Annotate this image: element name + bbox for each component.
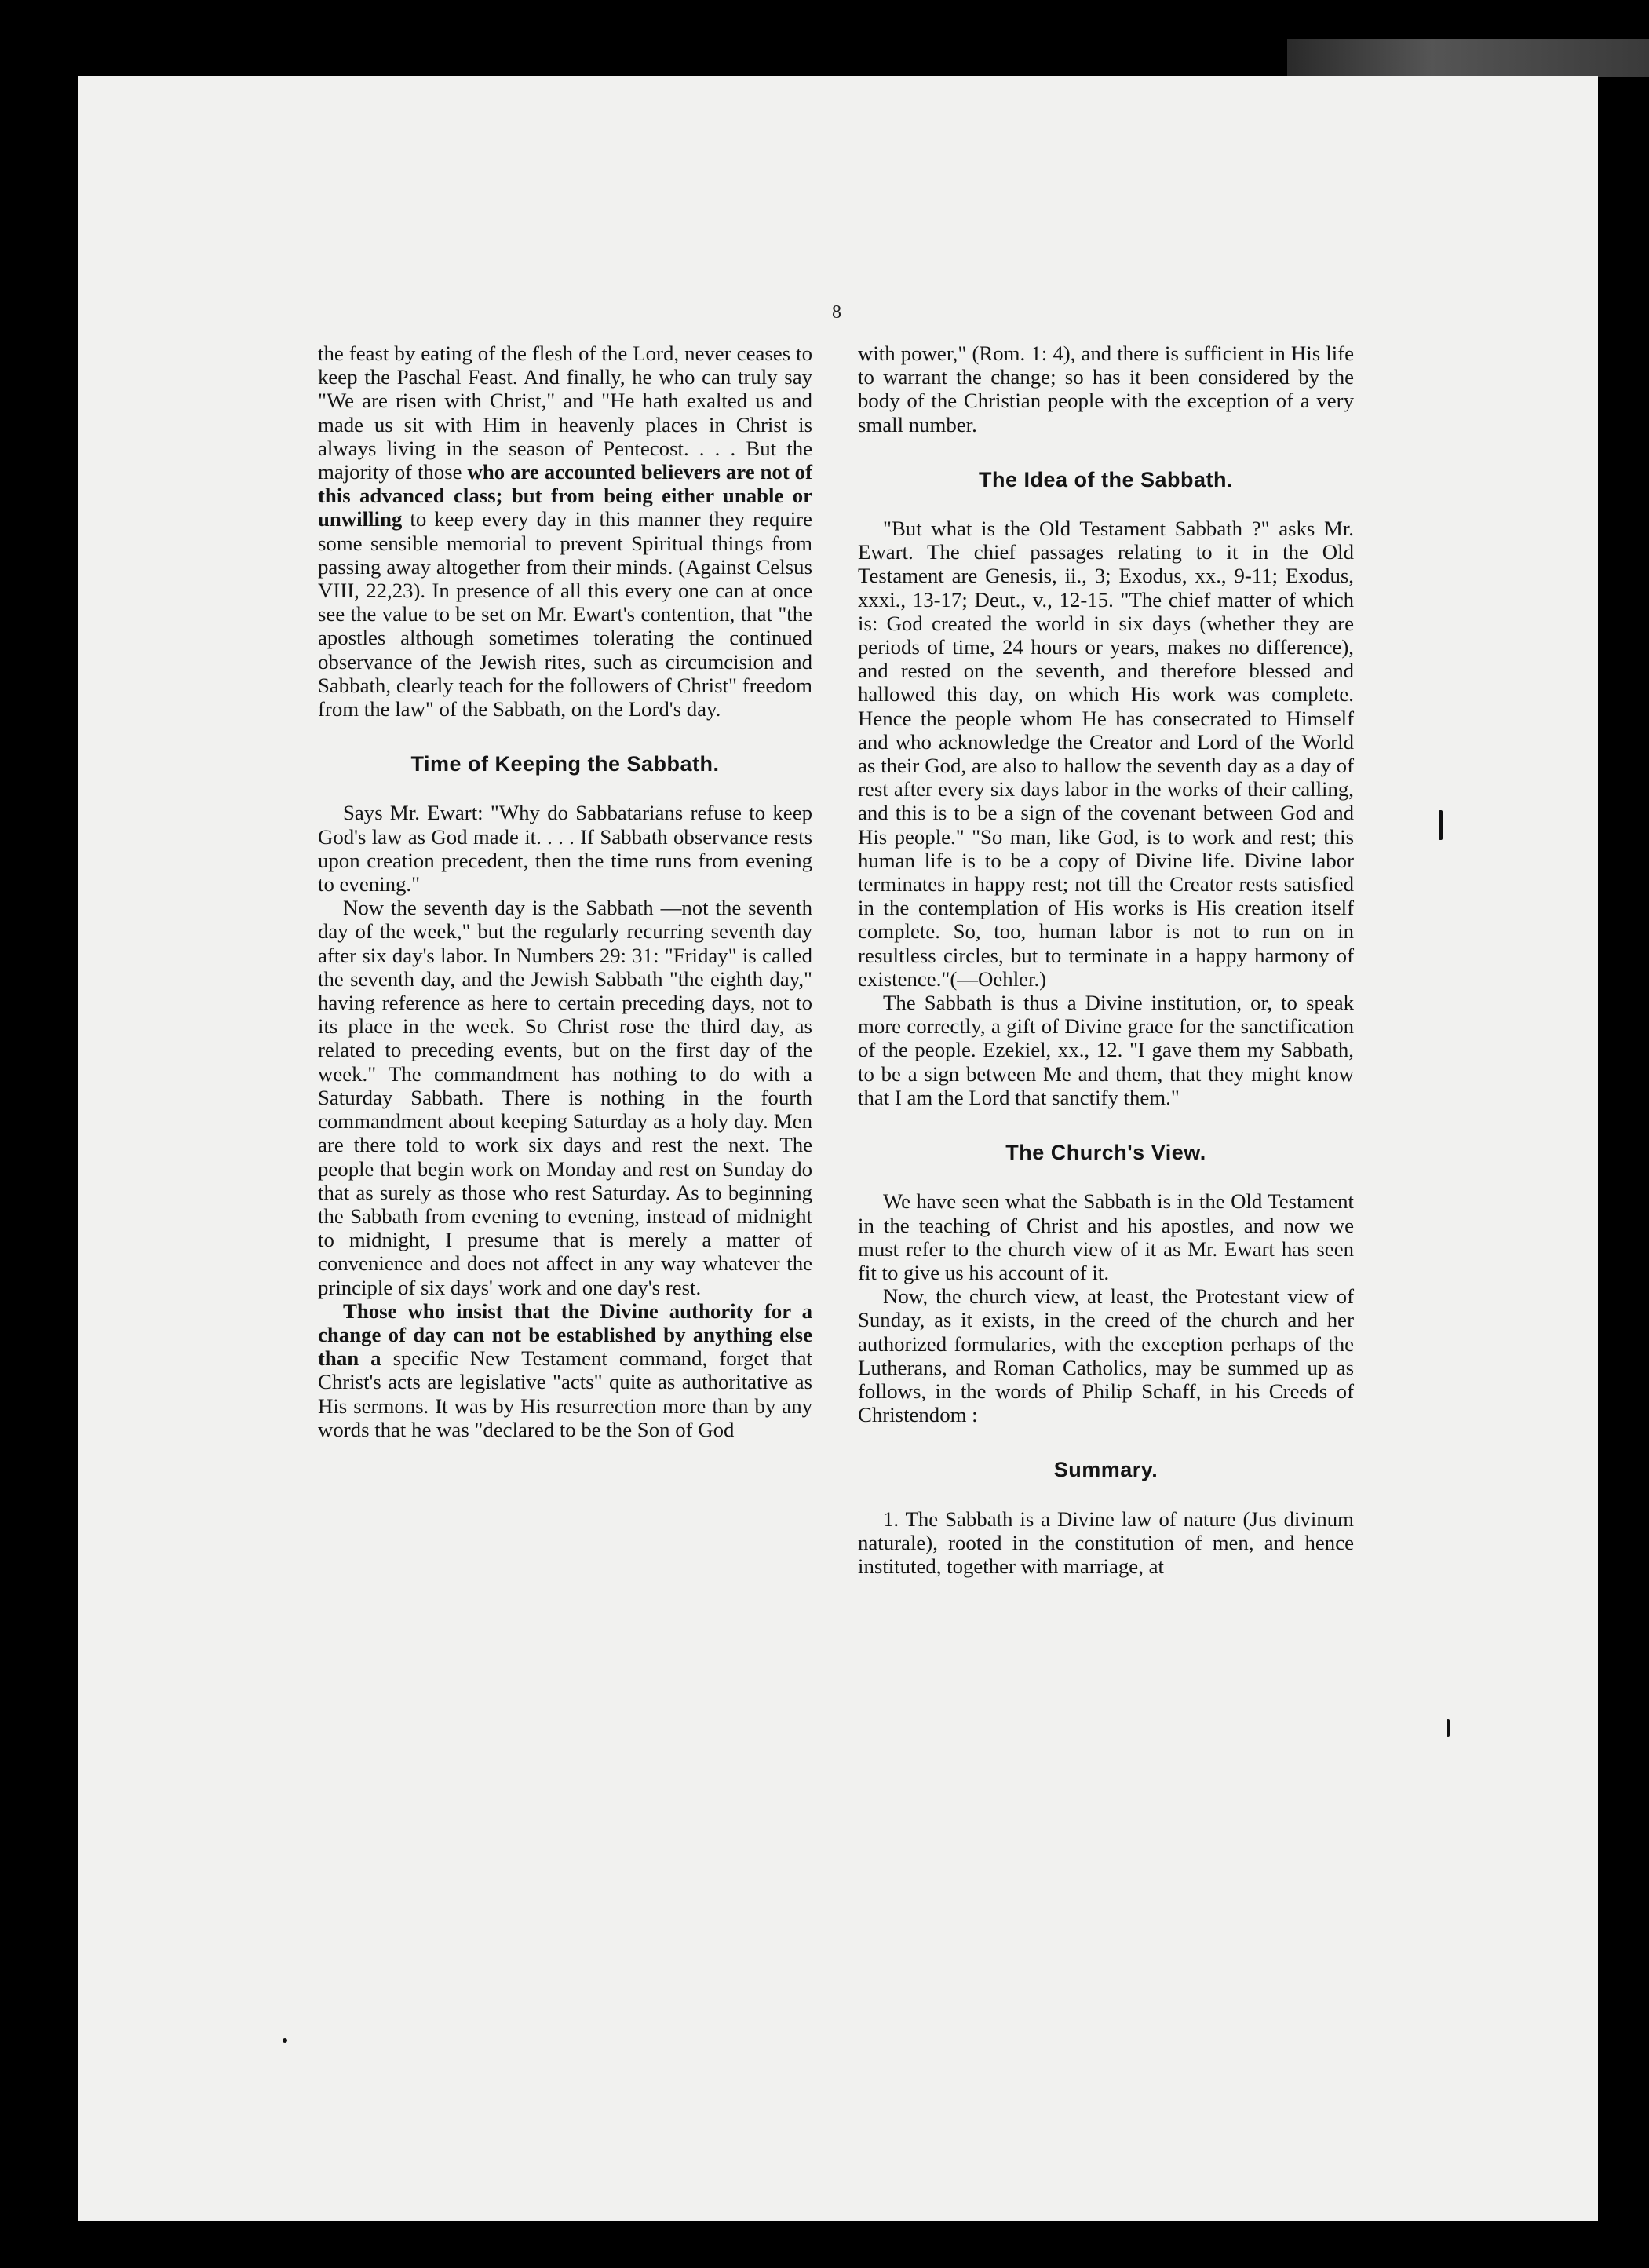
right-paragraph-4: We have seen what the Sabbath is in the Old Testament in the teaching of Christ and his apostles, and now we must refer to the church view of it as Mr. Ewart has seen fit to give us his account of it. — [858, 1189, 1354, 1284]
heading-summary: Summary. — [1053, 1458, 1158, 1482]
film-edge-strip — [1287, 39, 1649, 77]
page-number: 8 — [832, 302, 841, 323]
left-paragraph-3: Now the seventh day is the Sabbath —not the seventh day of the week," but the regularly recurring seventh day after six day's labor. In Numbers 29: 31: "Friday" is called the seventh day, and the Jewish Sabbath "the eighth day," having reference as here to certain preceding days, not to its place in the week. So Christ rose the third day, as related to preceding events, but on the first day of the week." The commandment has nothing to do with a Saturday Sabbath. There is nothing in the fourth commandment about keeping Saturday as a holy day. Men are there told to work six days and rest the next. The people that begin work on Monday and rest on Sunday do that as surely as those who rest Saturday. As to beginning the Sabbath from evening to evening, instead of midnight to midnight, I presume that is merely a matter of convenience and does not affect in any way whatever the principle of six days' work and one day's rest. — [318, 896, 812, 1299]
right-paragraph-1: with power," (Rom. 1: 4), and there is sufficient in His life to warrant the change; so has it been considered by the body of the Christian people with the exception of a very small number. — [858, 341, 1354, 436]
left-paragraph-4 — [318, 1299, 812, 1441]
right-paragraph-3: The Sabbath is thus a Divine institution, or, to speak more correctly, a gift of Divine grace for the sanctification of the people. Ezekiel, xx., 12. "I gave them my Sabbath, to be a sign between Me and them, that they might know that I am the Lord that sanctify them." — [858, 991, 1354, 1109]
left-column — [318, 341, 812, 1441]
left-paragraph-1-text: the feast by eating of the flesh of the Lord, never ceases to keep the Paschal Feast. And finally, he who can truly say "We are risen with Christ," and "He hath exalted us and made us sit with Him in heavenly places in Christ is always living in the season of Pentecost. . . . But the majority of those — [318, 341, 812, 484]
right-paragraph-5: Now, the church view, at least, the Protestant view of Sunday, as it exists, in the creed of the church and her authorized formularies, with the exception perhaps of the Lutherans, and Roman Catholics, may be summed up as follows, in the words of Philip Schaff, in his Creeds of Christendom : — [858, 1284, 1354, 1427]
left-paragraph-4-bold: Those who insist that the Divine authority for a change of day can not be established by anything else than a — [318, 1298, 812, 1371]
left-paragraph-1-bold: who are accounted believers are not of this advanced class; but from being either unable or unwilling — [318, 460, 812, 531]
scan-speck — [1447, 1719, 1450, 1737]
heading-churchs-view: The Church's View. — [1005, 1141, 1206, 1165]
right-paragraph-2: "But what is the Old Testament Sabbath ?" asks Mr. Ewart. The chief passages relating to it in the Old Testament are Genesis, ii., 3; Exodus, xx., 9-11; Exodus, xxxi., 13-17; Deut., v., 12-15. "The chief matter of which is: God created the world in six days (whether they are periods of time, 24 hours or years, makes no difference), and rested on the seventh, and therefore blessed and hallowed this day, on which His work was complete. Hence the people whom He has consecrated to Himself and who acknowledge the Creator and Lord of the World as their God, are also to hallow the seventh day as a day of rest after every six days labor in the works of their calling, and this is to be a sign of the covenant between God and His people." "So man, like God, is to work and rest; this human life is to be a copy of Divine life. Divine labor terminates in happy rest; not till the Creator rests satisfied in the contemplation of His works is His creation itself complete. So, too, human labor is not to run on in resultless circles, but to terminate in a happy harmony of existence."(—Oehler.) — [858, 517, 1354, 991]
left-paragraph-4-text: specific New Testament command, forget that Christ's acts are legislative "acts" quite as authoritative as His sermons. It was by His resurrection more than by any words that he was "declared to be the Son of God — [318, 1346, 812, 1441]
heading-idea-of-sabbath: The Idea of the Sabbath. — [978, 467, 1234, 491]
left-paragraph-1-end: to keep every day in this manner they require some sensible memorial to prevent Spiritual things from passing away altogether from their minds. (Against Celsus VIII, 22,23). In presence of all this every one can at once see the value to be set on Mr. Ewart's contention, that "the apostles although sometimes tolerating the continued observance of the Jewish rites, such as circumcision and Sabbath, clearly teach for the followers of Christ" freedom from the law" of the Sabbath, on the Lord's day. — [318, 507, 812, 721]
scan-speck — [283, 2038, 287, 2043]
right-paragraph-6: 1. The Sabbath is a Divine law of nature (Jus divinum naturale), rooted in the constitution of men, and hence instituted, together with marriage, at — [858, 1507, 1354, 1578]
right-column — [858, 341, 1354, 1578]
left-paragraph-2: Says Mr. Ewart: "Why do Sabbatarians refuse to keep God's law as God made it. . . . If Sabbath observance rests upon creation precedent, then the time runs from evening to evening." — [318, 801, 812, 897]
left-paragraph-1 — [318, 341, 812, 721]
scan-speck — [1439, 810, 1443, 840]
heading-time-of-keeping: Time of Keeping the Sabbath. — [410, 752, 720, 776]
scanned-page — [78, 76, 1598, 2221]
